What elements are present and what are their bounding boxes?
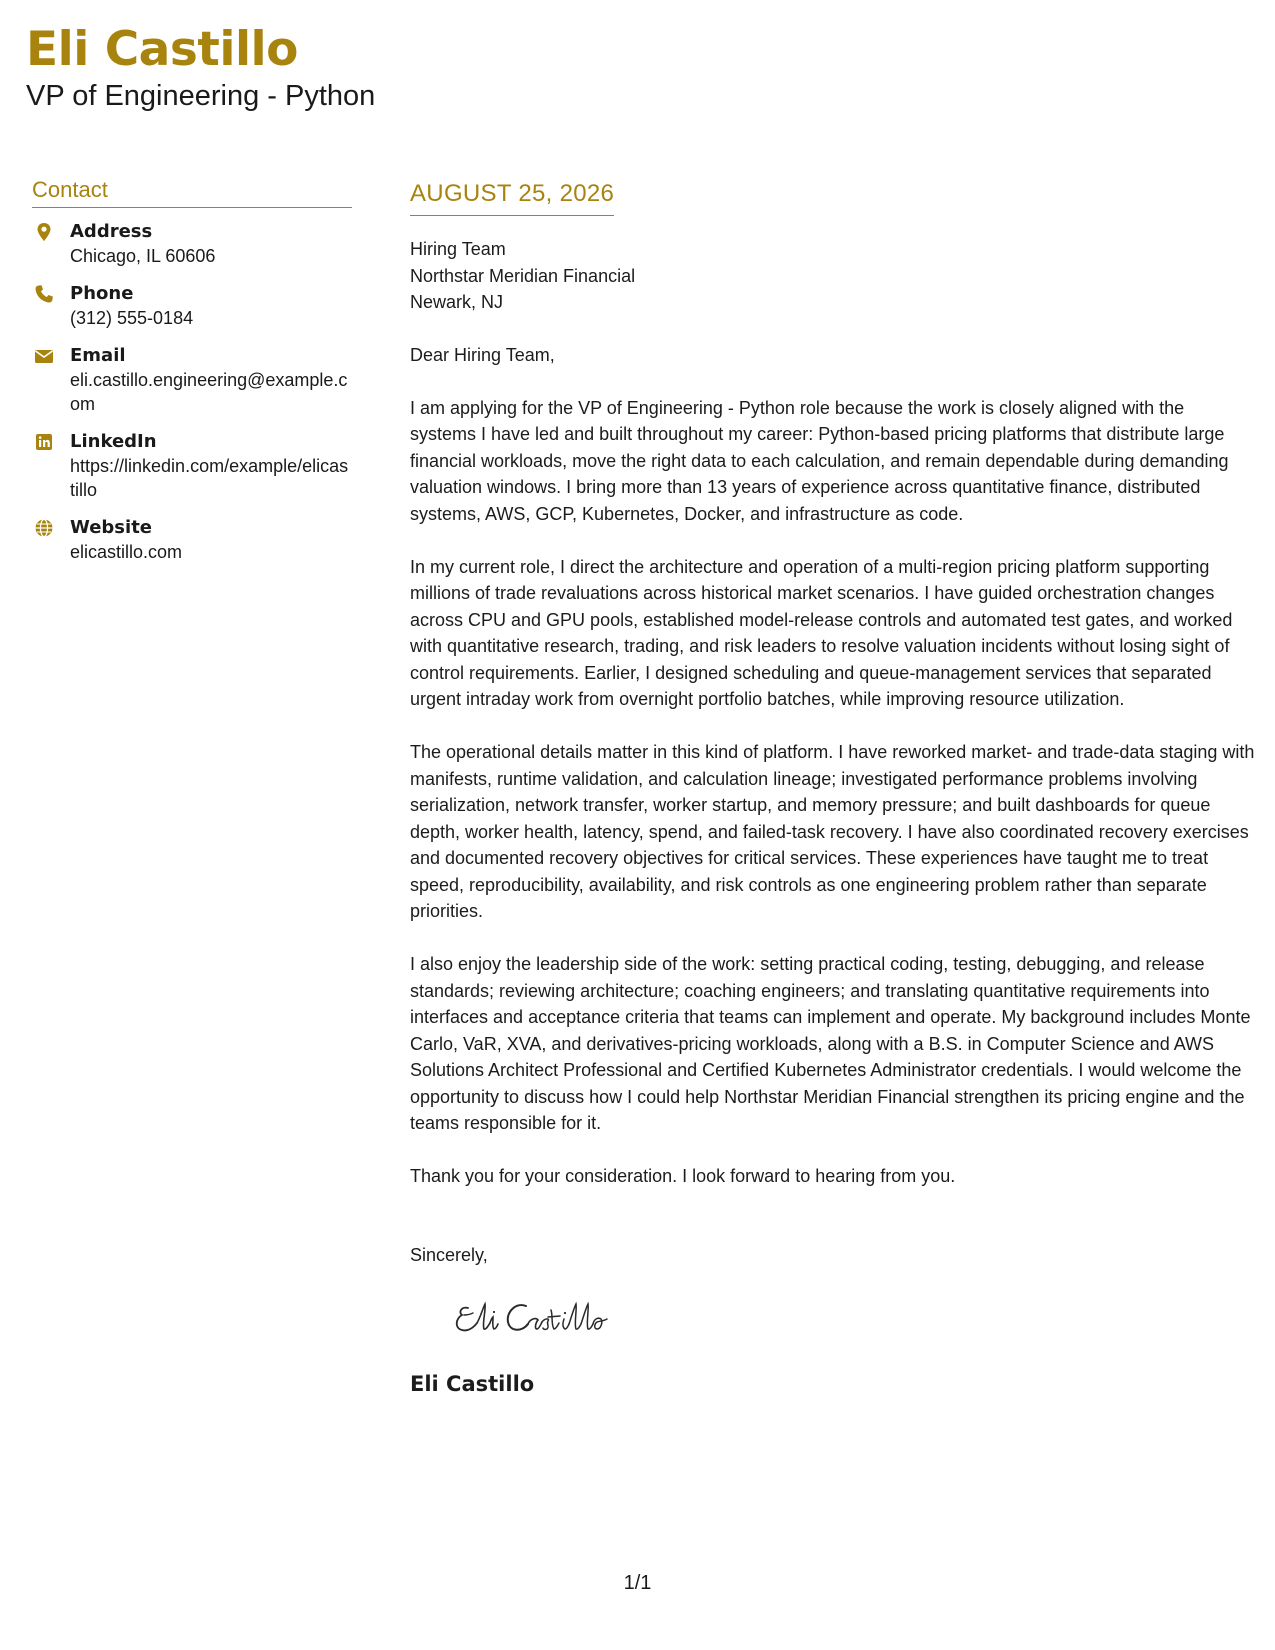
contact-value: (312) 555-0184 — [70, 308, 194, 328]
map-pin-icon — [34, 222, 54, 242]
header — [26, 22, 375, 114]
contact-value[interactable]: eli.castillo.engineering@example.com — [70, 370, 348, 414]
contact-label: Phone — [70, 283, 134, 304]
letter-date: AUGUST 25, 2026 — [410, 178, 614, 216]
recipient-block — [410, 236, 1255, 316]
contact-label: Address — [70, 221, 153, 242]
contact-label: Email — [70, 345, 126, 366]
recipient-line: Hiring Team — [410, 239, 506, 259]
letter-paragraph: I also enjoy the leadership side of the work: setting practical coding, testing, debugging, and release standards; reviewing architecture; coaching engineers; and translating quantitative requirements into interfaces and acceptance criteria that teams can implement and operate. My background includes Monte Carlo, VaR, XVA, and derivatives-pricing workloads, along with a B.S. in Computer Science and AWS Solutions Architect Professional and Certified Kubernetes Administrator credentials. I would welcome the opportunity to discuss how I could help Northstar Meridian Financial strengthen its pricing engine and the teams responsible for it. — [410, 954, 1251, 1133]
page-number: 1/1 — [623, 1572, 652, 1594]
contact-phone — [32, 282, 352, 330]
signer-name: Eli Castillo — [410, 1371, 535, 1396]
sidebar — [32, 175, 352, 578]
contact-website — [32, 516, 352, 564]
recipient-line: Newark, NJ — [410, 292, 504, 312]
contact-linkedin — [32, 430, 352, 502]
contact-value: Chicago, IL 60606 — [70, 246, 216, 266]
job-title: VP of Engineering - Python — [26, 80, 376, 112]
email-icon — [34, 346, 54, 366]
contact-list — [32, 220, 352, 564]
contact-label: LinkedIn — [70, 431, 157, 452]
letter-paragraph: In my current role, I direct the architecture and operation of a multi-region pricing platform supporting millions of trade revaluations across historical market scenarios. I have guided orchestration changes across CPU and GPU pools, established model-release controls and automated test gates, and worked with quantitative research, trading, and risk leaders to resolve valuation incidents without losing sight of control requirements. Earlier, I designed scheduling and queue-management services that separated urgent intraday work from overnight portfolio batches, while improving resource utilization. — [410, 556, 1233, 709]
letter-paragraph: The operational details matter in this kind of platform. I have reworked market- and trade-data staging with manifests, runtime validation, and calculation lineage; investigated performance problems involving serialization, network transfer, worker startup, and memory pressure; and built dashboards for queue depth, worker health, latency, spend, and failed-task recovery. I have also coordinated recovery exercises and documented recovery objectives for critical services. These experiences have taught me to treat speed, reproducibility, availability, and risk controls as one engineering problem rather than separate priorities. — [410, 742, 1255, 921]
contact-heading: Contact — [32, 175, 352, 208]
closing: Sincerely, — [410, 1244, 488, 1265]
linkedin-icon — [34, 432, 54, 452]
letter-paragraph: I am applying for the VP of Engineering - Python role because the work is closely aligned with the systems I have led and built throughout my career: Python-based pricing platforms that distribute large financial workloads, move the right data to each calculation, and remain dependable during demanding valuation windows. I bring more than 13 years of experience across quantitative finance, distributed systems, AWS, GCP, Kubernetes, Docker, and infrastructure as code. — [410, 397, 1229, 524]
salutation: Dear Hiring Team, — [410, 344, 555, 365]
signature-image — [450, 1290, 670, 1350]
phone-icon — [34, 284, 54, 304]
handwritten-signature — [450, 1290, 1255, 1350]
contact-label: Website — [70, 517, 153, 538]
contact-address — [32, 220, 352, 268]
contact-value[interactable]: elicastillo.com — [70, 542, 183, 562]
contact-value[interactable]: https://linkedin.com/example/elicastillo — [70, 456, 349, 500]
letter-paragraph: Thank you for your consideration. I look forward to hearing from you. — [410, 1166, 956, 1186]
letter-body — [410, 178, 1255, 1398]
globe-icon — [34, 518, 54, 538]
contact-email — [32, 344, 352, 416]
applicant-name: Eli Castillo — [26, 22, 298, 77]
recipient-line: Northstar Meridian Financial — [410, 265, 636, 286]
